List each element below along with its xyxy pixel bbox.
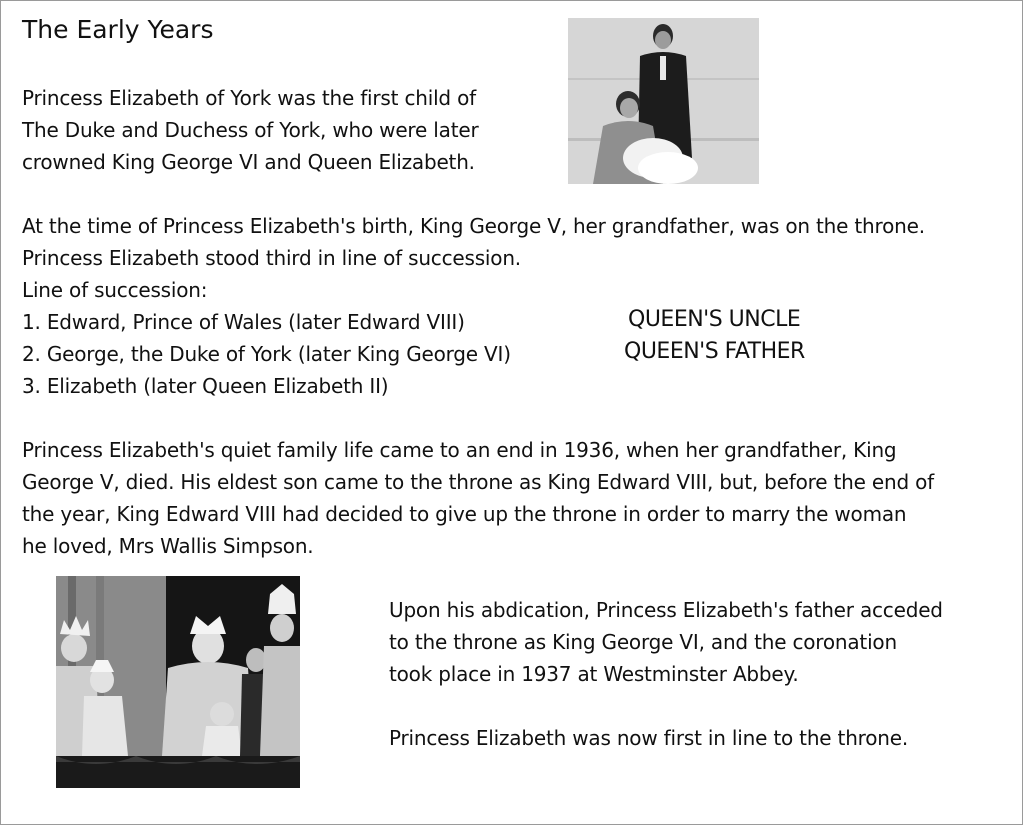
succession-relation: QUEEN'S FATHER	[624, 339, 805, 364]
coronation-line: to the throne as King George VI, and the coronation	[389, 630, 897, 654]
succession-heading: Line of succession:	[22, 278, 208, 302]
birth-line: At the time of Princess Elizabeth's birth, King George V, her grandfather, was on the throne.	[22, 214, 925, 238]
abdication-line: George V, died. His eldest son came to the throne as King Edward VIII, but, before the end of	[22, 470, 934, 494]
intro-line: Princess Elizabeth of York was the first child of	[22, 86, 476, 110]
birth-line: Princess Elizabeth stood third in line of succession.	[22, 246, 521, 270]
succession-relation: QUEEN'S UNCLE	[628, 307, 801, 332]
intro-line: crowned King George VI and Queen Elizabeth.	[22, 150, 475, 174]
page-title: The Early Years	[22, 15, 214, 44]
coronation-balcony-photo	[56, 576, 300, 788]
abdication-line: the year, King Edward VIII had decided to give up the throne in order to marry the woman	[22, 502, 907, 526]
abdication-line: he loved, Mrs Wallis Simpson.	[22, 534, 314, 558]
closing-line: Princess Elizabeth was now first in line to the throne.	[389, 726, 909, 750]
succession-item: 3. Elizabeth (later Queen Elizabeth II)	[22, 374, 389, 398]
succession-item: 2. George, the Duke of York (later King George VI)	[22, 342, 511, 366]
coronation-line: took place in 1937 at Westminster Abbey.	[389, 662, 799, 686]
family-portrait-photo	[568, 18, 759, 184]
abdication-line: Princess Elizabeth's quiet family life came to an end in 1936, when her grandfather, King	[22, 438, 897, 462]
coronation-line: Upon his abdication, Princess Elizabeth's father acceded	[389, 598, 943, 622]
succession-item: 1. Edward, Prince of Wales (later Edward VIII)	[22, 310, 465, 334]
intro-line: The Duke and Duchess of York, who were later	[22, 118, 479, 142]
